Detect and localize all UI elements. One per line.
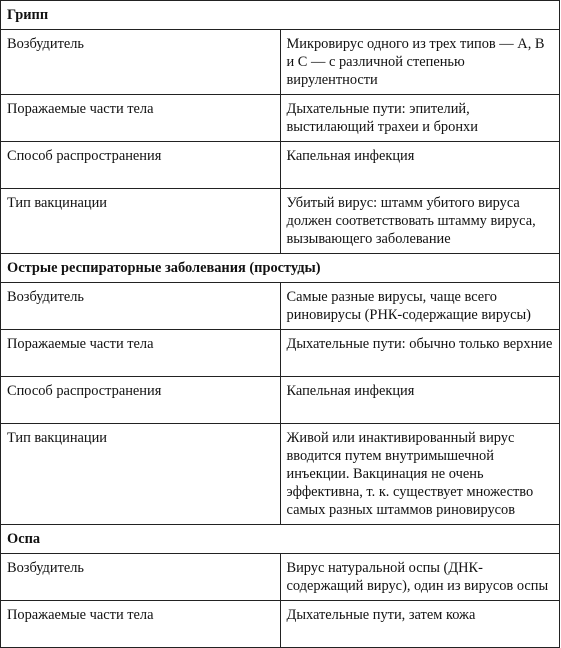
row-value: Дыхательные пути: обычно только верхние	[280, 330, 560, 377]
row-label: Возбудитель	[1, 30, 281, 95]
table-row	[1, 189, 560, 254]
section-title: Острые респираторные заболевания (простуды)	[1, 254, 560, 283]
table-row	[1, 554, 560, 601]
row-value: Живой или инактивированный вирус вводится путем внутримышечной инъекции. Вакцинация не очень эффективна, т. к. существует множество самых разных штаммов риновирусов	[280, 424, 560, 525]
section-title: Грипп	[1, 1, 560, 30]
row-label: Возбудитель	[1, 283, 281, 330]
row-value: Капельная инфекция	[280, 377, 560, 424]
table-row	[1, 95, 560, 142]
row-value: Вирус натуральной оспы (ДНК-содержащий вирус), один из вирусов оспы	[280, 554, 560, 601]
row-value: Самые разные вирусы, чаще всего риновирусы (РНК-содержащие вирусы)	[280, 283, 560, 330]
row-label: Поражаемые части тела	[1, 601, 281, 648]
row-value: Микровирус одного из трех типов — A, B и C — с различной степенью вирулентности	[280, 30, 560, 95]
row-label: Способ распространения	[1, 142, 281, 189]
row-label: Тип вакцинации	[1, 189, 281, 254]
row-label: Способ распространения	[1, 377, 281, 424]
row-label: Возбудитель	[1, 554, 281, 601]
row-value: Дыхательные пути: эпителий, выстилающий трахеи и бронхи	[280, 95, 560, 142]
section-header-row	[1, 525, 560, 554]
table-row	[1, 377, 560, 424]
row-value: Дыхательные пути, затем кожа	[280, 601, 560, 648]
row-value: Капельная инфекция	[280, 142, 560, 189]
row-label: Поражаемые части тела	[1, 95, 281, 142]
table-row	[1, 601, 560, 648]
table-row	[1, 142, 560, 189]
row-value: Убитый вирус: штамм убитого вируса должен соответствовать штамму вируса, вызывающего заболевание	[280, 189, 560, 254]
table-row	[1, 30, 560, 95]
section-header-row	[1, 254, 560, 283]
section-header-row	[1, 1, 560, 30]
table-row	[1, 424, 560, 525]
section-title: Оспа	[1, 525, 560, 554]
table-row	[1, 330, 560, 377]
row-label: Тип вакцинации	[1, 424, 281, 525]
row-label: Поражаемые части тела	[1, 330, 281, 377]
table-row	[1, 283, 560, 330]
